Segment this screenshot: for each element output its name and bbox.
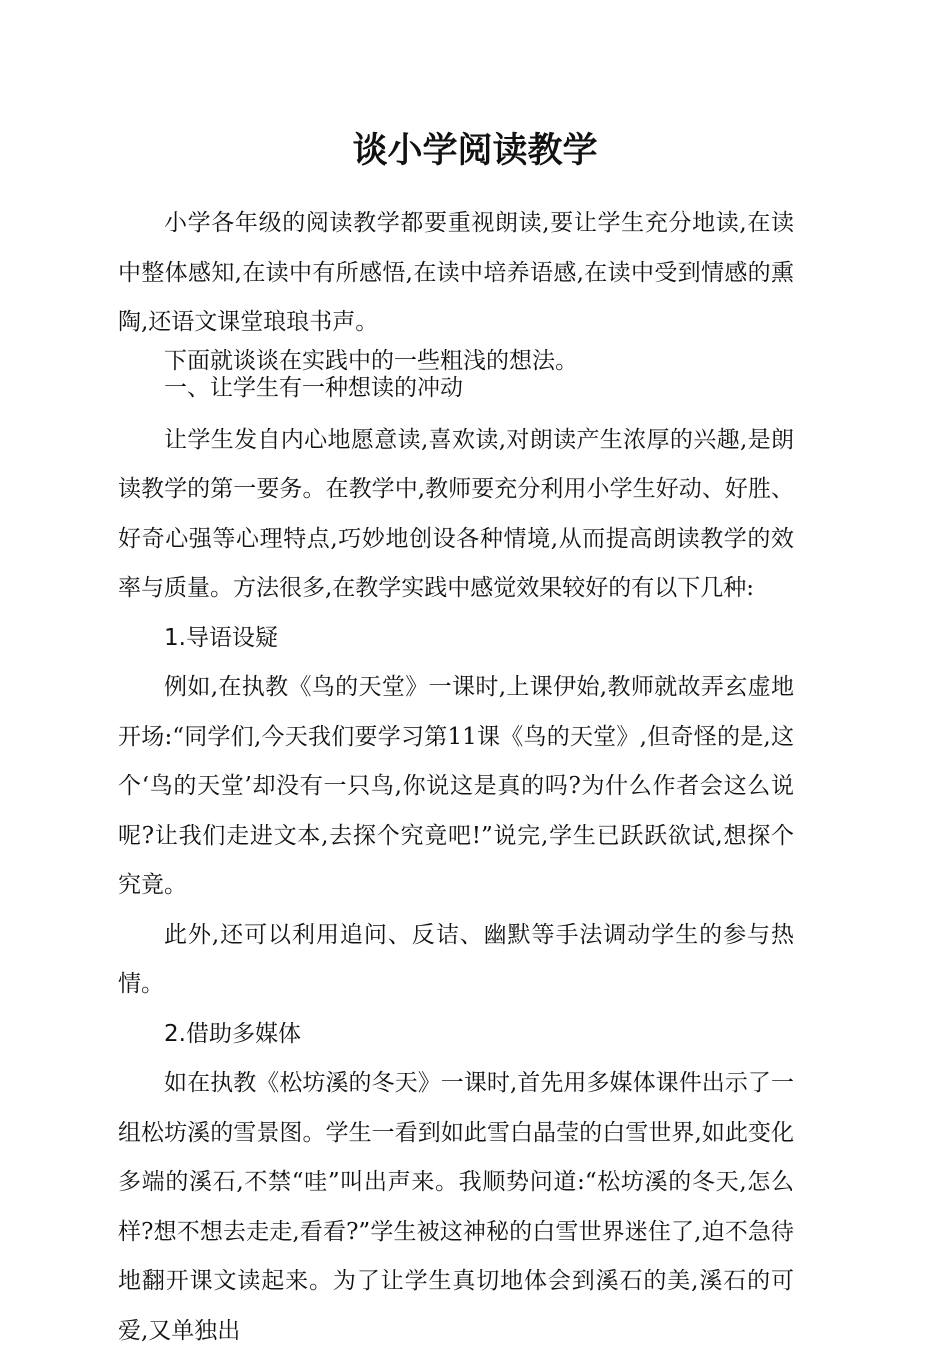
spacer bbox=[118, 402, 794, 416]
page-title: 谈小学阅读教学 bbox=[352, 131, 598, 171]
subheading-1: 1.导语设疑 bbox=[164, 624, 278, 651]
paragraph-thoughts: 下面就谈谈在实践中的一些粗浅的想法。 bbox=[164, 347, 578, 374]
section-heading-1: 一、让学生有一种想读的冲动 bbox=[164, 374, 463, 401]
paragraph-section-1: 让学生发自内心地愿意读,喜欢读,对朗读产生浓厚的兴趣,是朗读教学的第一要务。在教学中,教师要充分利用小学生好动、好胜、好奇心强等心理特点,巧妙地创设各种情境,从而提高朗读教学的效率与质量。方法很多,在教学实践中感觉效果较好的有以下几种: bbox=[118, 426, 794, 601]
paragraph-example-2: 如在执教《松坊溪的冬天》一课时,首先用多媒体课件出示了一组松坊溪的雪景图。学生一看到如此雪白晶莹的白雪世界,如此变化多端的溪石,不禁“哇”叫出声来。我顺势问道:“松坊溪的冬天,怎么样?想不想去走走,看看?”学生被这神秘的白雪世界迷住了,迫不急待地翻开课文读起来。为了让学生真切地体会到溪石的美,溪石的可爱,又单独出 bbox=[118, 1070, 794, 1344]
subheading-2: 2.借助多媒体 bbox=[164, 1020, 301, 1047]
document-body bbox=[118, 199, 794, 1356]
paragraph-example-1: 例如,在执教《鸟的天堂》一课时,上课伊始,教师就故弄玄虚地开场:“同学们,今天我们要学习第11课《鸟的天堂》,但奇怪的是,这个‘鸟的天堂’却没有一只鸟,你说这是真的吗?为什么作者会这么说呢?让我们走进文本,去探个究竟吧!”说完,学生已跃跃欲试,想探个究竟。 bbox=[118, 674, 794, 898]
paragraph-intro: 小学各年级的阅读教学都要重视朗读,要让学生充分地读,在读中整体感知,在读中有所感悟,在读中培养语感,在读中受到情感的熏陶,还语文课堂琅琅书声。 bbox=[118, 210, 794, 335]
paragraph-additional: 此外,还可以利用追问、反诘、幽默等手法调动学生的参与热情。 bbox=[118, 921, 794, 997]
